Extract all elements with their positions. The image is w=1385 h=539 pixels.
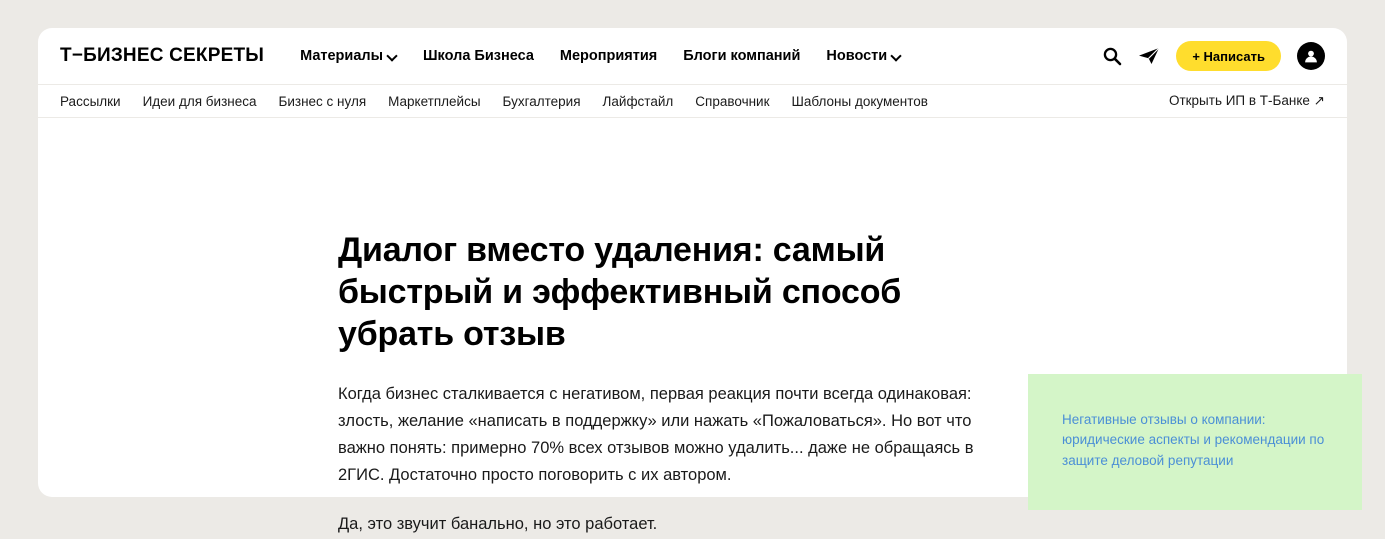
article-paragraph-1: Когда бизнес сталкивается с негативом, первая реакция почти всегда одинаковая: злость, желание «написать в поддержку» или нажать «Пожаловаться». Но вот что важно понять: примерно 70% всех отзывов можно удалить... даже не обращаясь в 2ГИС. Достаточно просто поговорить с их автором. (338, 385, 974, 485)
subnav-item-layfstayl[interactable]: Лайфстайл (602, 93, 674, 109)
nav-item-materialy[interactable] (300, 48, 397, 64)
nav-item-label: Блоги компаний (683, 48, 801, 64)
browser-page-card (38, 28, 1347, 533)
article-paragraph-2: Да, это звучит банально, но это работает. (338, 515, 658, 533)
site-logo[interactable]: Т−БИЗНЕС СЕКРЕТЫ (60, 45, 265, 66)
subnav-item-biznes-s-nulya[interactable]: Бизнес с нуля (278, 93, 367, 109)
page-title: Диалог вместо удаления: самый быстрый и эффективный способ убрать отзыв (338, 231, 902, 353)
write-button[interactable]: + Написать (1176, 41, 1281, 71)
subnav-item-rassylki[interactable]: Рассылки (60, 93, 121, 109)
search-icon[interactable] (1102, 46, 1122, 66)
nav-item-novosti[interactable] (826, 48, 901, 64)
avatar[interactable] (1297, 42, 1325, 70)
promo-link[interactable]: Негативные отзывы о компании: юридические аспекты и рекомендации по защите деловой репутации (1062, 412, 1325, 468)
article (338, 230, 1013, 538)
subnav-item-marketpleysy[interactable]: Маркетплейсы (388, 93, 481, 109)
nav-item-label: Новости (826, 48, 888, 64)
chevron-down-icon (892, 51, 901, 60)
nav-item-shkola-biznesa[interactable] (423, 48, 534, 64)
nav-item-label: Школа Бизнеса (422, 48, 534, 64)
header-actions (1102, 41, 1325, 71)
telegram-icon[interactable] (1138, 46, 1160, 66)
subnav-item-spravochnik[interactable]: Справочник (695, 93, 770, 109)
promo-block (1028, 374, 1362, 510)
subnav-item-idei-dlya-biznesa[interactable]: Идеи для бизнеса (142, 93, 257, 109)
nav-item-label: Материалы (300, 48, 383, 64)
main-navigation (300, 48, 1102, 64)
nav-item-blogi-kompaniy[interactable] (683, 48, 800, 64)
site-header (38, 28, 1347, 85)
secondary-nav-list (60, 94, 1169, 109)
nav-item-meropriyatiya[interactable] (560, 48, 657, 64)
open-ip-link[interactable]: Открыть ИП в Т-Банке ↗ (1168, 93, 1325, 108)
nav-item-label: Мероприятия (559, 48, 658, 64)
subnav-item-buhgalteriya[interactable]: Бухгалтерия (502, 93, 581, 109)
page-content (38, 118, 1347, 533)
secondary-navigation (38, 85, 1347, 118)
chevron-down-icon (388, 51, 397, 60)
subnav-item-shablony-dokumentov[interactable]: Шаблоны документов (791, 93, 928, 109)
